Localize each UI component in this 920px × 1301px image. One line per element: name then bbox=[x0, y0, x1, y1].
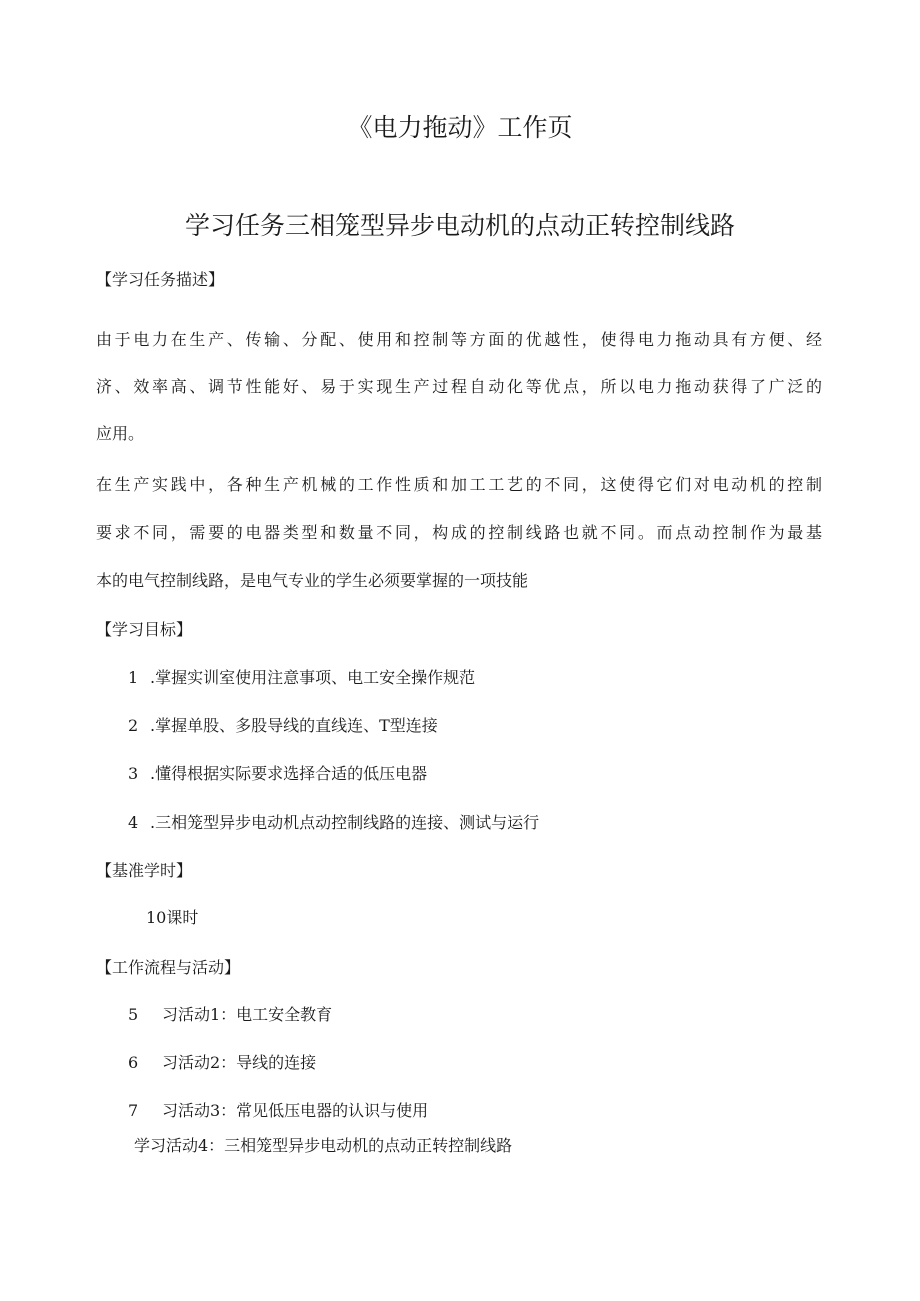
objective-text: .三相笼型异步电动机点动控制线路的连接、测试与运行 bbox=[150, 813, 540, 832]
objective-number: 4 bbox=[128, 813, 139, 832]
objective-item bbox=[128, 714, 438, 738]
workflow-number: 5 bbox=[128, 1005, 139, 1024]
workflow-number: 7 bbox=[128, 1101, 139, 1120]
objective-number: 2 bbox=[128, 716, 139, 735]
workflow-item bbox=[128, 1051, 316, 1075]
workflow-number: 6 bbox=[128, 1053, 139, 1072]
objectives-heading: 【学习目标】 bbox=[96, 620, 193, 639]
objective-text: .掌握单股、多股导线的直线连、T型连接 bbox=[150, 716, 438, 735]
description-p1-line1: 由于电力在生产、传输、分配、使用和控制等方面的优越性，使得电力拖动具有方便、经 bbox=[96, 330, 822, 349]
workflow-item bbox=[128, 1099, 428, 1123]
description-p2-line1: 在生产实践中，各种生产机械的工作性质和加工工艺的不同，这使得它们对电动机的控制 bbox=[96, 475, 822, 494]
description-p1-line2: 济、效率高、调节性能好、易于实现生产过程自动化等优点，所以电力拖动获得了广泛的 bbox=[96, 377, 822, 396]
workflow-text: 习活动1：电工安全教育 bbox=[162, 1005, 333, 1024]
workflow-text: 习活动3：常见低压电器的认识与使用 bbox=[162, 1101, 429, 1120]
workflow-heading: 【工作流程与活动】 bbox=[96, 958, 241, 977]
description-heading: 【学习任务描述】 bbox=[96, 270, 225, 289]
objective-number: 3 bbox=[128, 764, 139, 783]
objective-item bbox=[128, 666, 475, 690]
objective-item bbox=[128, 762, 427, 786]
document-title: 《电力拖动》工作页 bbox=[347, 113, 573, 142]
description-p1-line3: 应用。 bbox=[96, 424, 145, 443]
workflow-text: 习活动2：导线的连接 bbox=[162, 1053, 317, 1072]
hours-value: 10课时 bbox=[146, 908, 199, 927]
description-p2-line3: 本的电气控制线路，是电气专业的学生必须要掌握的一项技能 bbox=[96, 571, 529, 590]
hours-heading: 【基准学时】 bbox=[96, 861, 193, 880]
task-title: 学习任务三相笼型异步电动机的点动正转控制线路 bbox=[184, 211, 735, 240]
objective-item bbox=[128, 811, 539, 835]
workflow-item bbox=[128, 1003, 332, 1027]
workflow-item-last: 学习活动4：三相笼型异步电动机的点动正转控制线路 bbox=[134, 1136, 513, 1155]
objective-text: .掌握实训室使用注意事项、电工安全操作规范 bbox=[150, 668, 476, 687]
objective-number: 1 bbox=[128, 668, 139, 687]
objective-text: .懂得根据实际要求选择合适的低压电器 bbox=[150, 764, 428, 783]
description-p2-line2: 要求不同，需要的电器类型和数量不同，构成的控制线路也就不同。而点动控制作为最基 bbox=[96, 523, 822, 542]
